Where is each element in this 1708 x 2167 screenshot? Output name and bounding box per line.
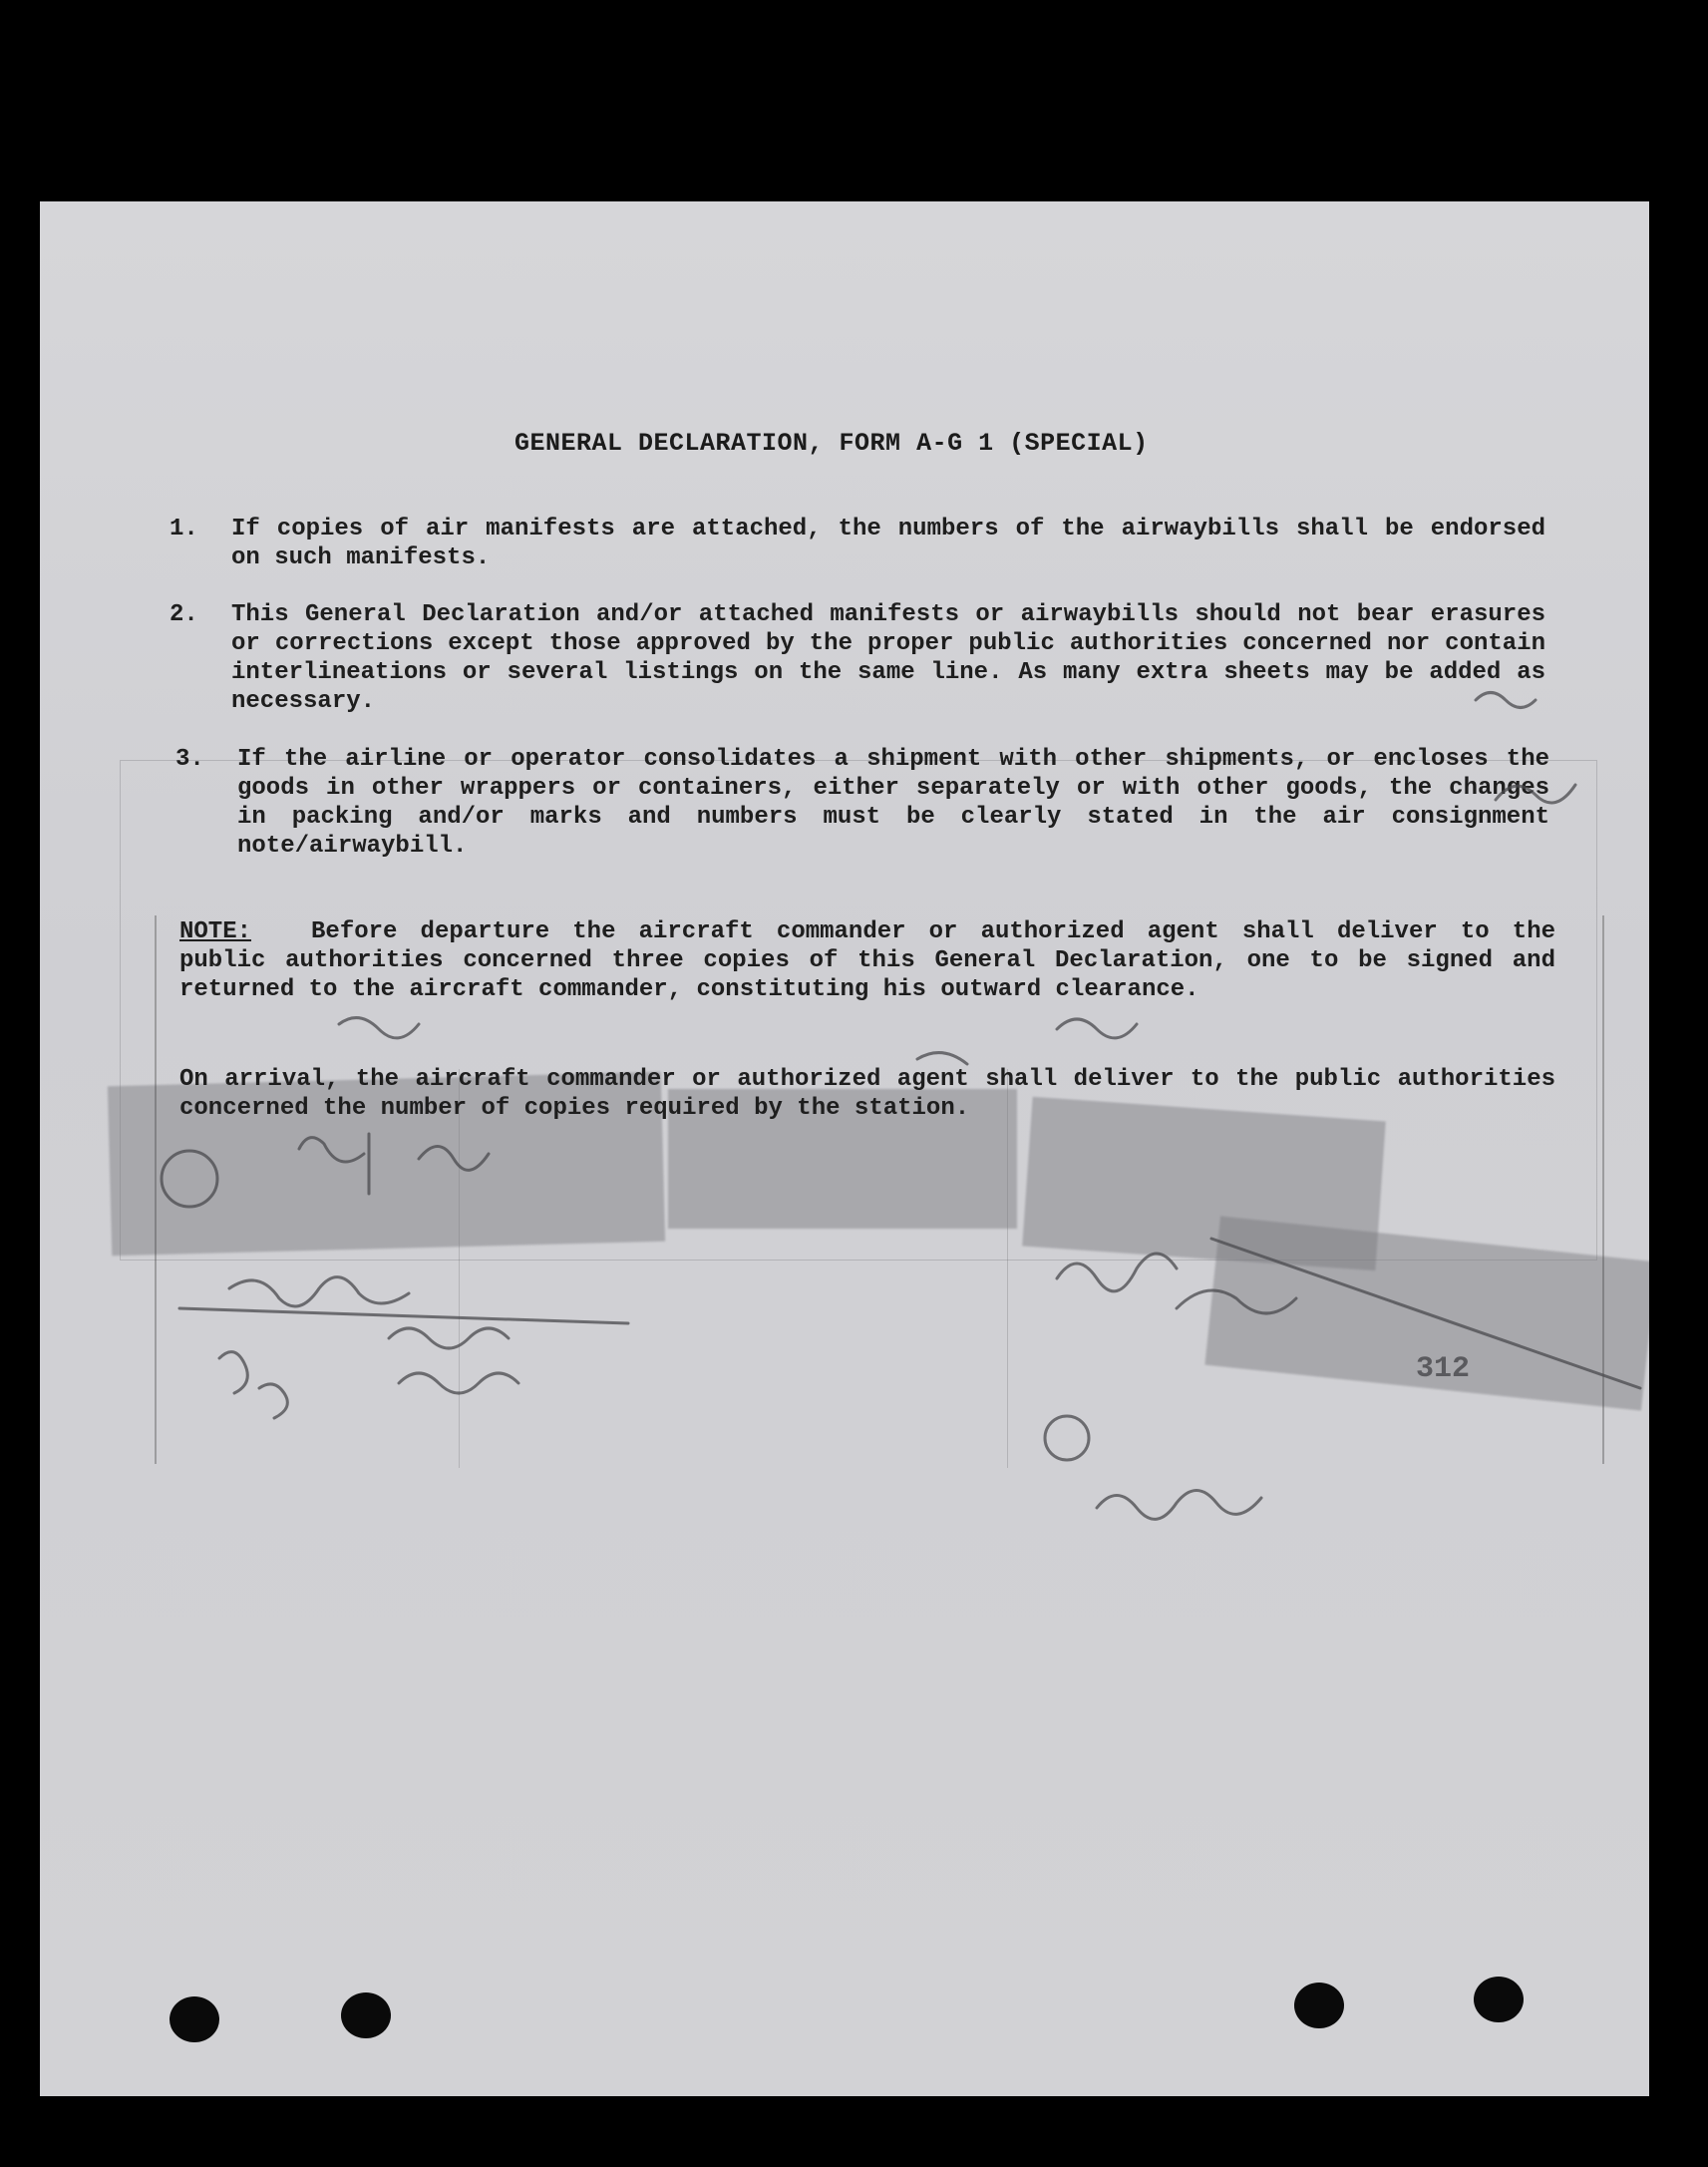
item-number: 3. <box>175 746 204 773</box>
document-page <box>40 201 1649 2096</box>
item-text: If the airline or operator consolidates a shipment with other shipments, or encloses the goods in other wrappers or containers, either separately or with other goods, the changes in packing and/or marks and numbers must be clearly stated in the air consignment note/airwaybill. <box>237 746 1549 860</box>
note-label: NOTE: <box>179 918 252 945</box>
item-text: This General Declaration and/or attached manifests or airwaybills should not bear erasures or corrections except those approved by the proper public authorities concerned nor contain interlineations or several listings on the same line. As many extra sheets may be added as necessary. <box>231 601 1545 715</box>
punch-hole <box>1474 1977 1524 2022</box>
item-number: 2. <box>170 601 198 628</box>
arrival-paragraph: On arrival, the aircraft commander or authorized agent shall deliver to the public authorities concerned the number of copies required by the station. <box>179 1066 1555 1122</box>
item-text: If copies of air manifests are attached, the numbers of the airwaybills shall be endorsed on such manifests. <box>231 516 1545 571</box>
note-text: Before departure the aircraft commander or authorized agent shall deliver to the public authorities concerned three copies of this General Declaration, one to be signed and returned to the aircraft commander, constituting his outward clearance. <box>179 918 1555 1003</box>
punch-hole <box>1294 1983 1344 2028</box>
item-number: 1. <box>170 516 198 542</box>
handwritten-marks <box>40 201 1649 2096</box>
stamp-number: 312 <box>1416 1352 1471 1386</box>
punch-hole <box>341 1992 391 2038</box>
punch-hole <box>170 1996 219 2042</box>
form-title: GENERAL DECLARATION, FORM A-G 1 (SPECIAL) <box>514 429 1149 458</box>
